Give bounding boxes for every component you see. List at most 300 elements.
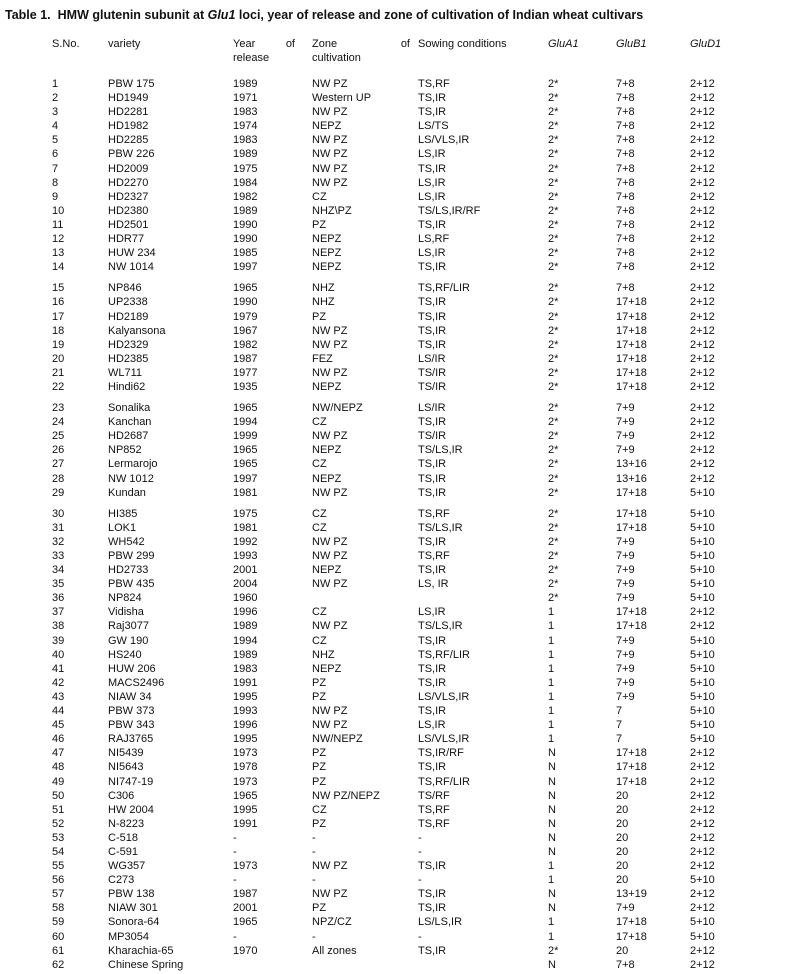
cell-gluB1: 7+9 [616,690,635,703]
cell-zone: NW PZ [312,578,348,591]
table-row [52,831,789,845]
cell-sowing: LS,IR [418,719,446,732]
cell-year: 1989 [233,648,258,661]
cell-zone: NW PZ [312,550,348,562]
cell-year: 1981 [233,486,258,499]
cell-year: 1973 [233,860,258,873]
cell-gluA1: 1 [548,874,555,887]
cell-year: - [233,874,237,887]
cell-gluD1: 2+12 [690,261,715,274]
cell-sowing: TS,IR [418,676,447,689]
cell-variety: GW 190 [108,634,149,647]
table-row [52,105,789,119]
cell-sno: 30 [52,507,65,520]
cell-variety: PBW 175 [108,78,155,90]
cell-gluB1: 7+8 [616,958,635,971]
cell-sno: 50 [52,789,65,802]
cell-zone: NHZ\PZ [312,204,352,217]
cell-gluA1: 2* [548,233,559,246]
cell-variety: HD2380 [108,204,149,217]
cell-gluA1: 2* [548,578,559,591]
cell-sno: 14 [52,261,65,274]
cell-variety: NIAW 34 [108,690,152,703]
table-row [52,521,789,535]
cell-gluD1: 5+10 [690,930,715,943]
zone-header-line2: cultivation [312,52,361,64]
cell-year: 1990 [233,296,258,309]
cell-sowing: LS/TS [418,120,449,133]
cell-sowing: TS,IR [418,860,447,873]
cell-variety: NP824 [108,592,142,605]
cell-sowing: LS/VLS,IR [418,733,470,746]
cell-sowing: TS,IR [418,324,447,337]
table-row [52,204,789,218]
cell-variety: HD1982 [108,120,149,133]
cell-zone: NHZ [312,296,335,309]
cell-zone: FEZ [312,352,333,365]
cell-sno: 18 [52,324,65,337]
cell-sno: 62 [52,958,65,971]
table-row [52,380,789,401]
cell-gluB1: 17+18 [616,338,647,351]
cell-gluD1: 5+10 [690,507,715,520]
table-row [52,176,789,190]
cell-zone: PZ [312,817,327,830]
cell-sno: 33 [52,550,65,562]
cell-gluD1: 2+12 [690,282,715,295]
cell-gluD1: 2+12 [690,78,715,90]
cell-year: 1965 [233,402,258,415]
table-row [52,91,789,105]
table-row [52,429,789,443]
cell-gluD1: 2+12 [690,176,715,189]
cell-gluD1: 2+12 [690,380,715,393]
cell-zone: PZ [312,902,327,915]
cell-gluD1: 2+12 [690,162,715,175]
cell-zone: NW PZ [312,134,348,147]
cell-gluD1: 2+12 [690,92,715,105]
cell-year: 1993 [233,705,258,718]
cell-gluD1: 2+12 [690,120,715,133]
cell-year: 1982 [233,338,258,351]
cell-zone: NW PZ [312,430,348,443]
cell-gluB1: 20 [616,860,629,873]
cell-zone: NEPZ [312,472,342,485]
cell-sowing: TS/IR [418,430,447,443]
cell-gluA1: 1 [548,662,555,675]
cell-gluA1: 2* [548,120,559,133]
cell-sno: 32 [52,535,65,548]
cell-gluD1: 2+12 [690,430,715,443]
table-row [52,260,789,281]
cell-zone: CZ [312,803,327,816]
cell-variety: LOK1 [108,521,137,534]
cell-sno: 37 [52,606,65,619]
cell-sno: 21 [52,366,65,379]
cell-zone: NW PZ [312,78,348,90]
cell-zone: CZ [312,458,327,471]
table-row [52,775,789,789]
cell-zone: PZ [312,218,327,231]
cell-sno: 39 [52,634,65,647]
cell-gluB1: 7+8 [616,282,635,295]
zone-header-word1: Zone [312,38,338,50]
cell-sowing: TS,RF/LIR [418,775,470,788]
cell-sowing: TS,IR/RF [418,747,464,760]
table-row [52,845,789,859]
cell-variety: HD2189 [108,310,149,323]
cell-gluA1: 2* [548,324,559,337]
cell-gluA1: 1 [548,860,555,873]
cell-zone [312,591,418,605]
cell-gluA1: 2* [548,190,559,203]
table-row [52,619,789,633]
cell-zone: PZ [312,676,327,689]
cell-gluB1: 17+18 [616,606,647,619]
table-row [52,162,789,176]
cell-year: 2001 [233,902,258,915]
cell-year: 1994 [233,416,258,429]
cell-sowing: TS,IR [418,662,447,675]
cell-gluA1: 2* [548,162,559,175]
cell-sno: 17 [52,310,65,323]
cell-sno: 61 [52,944,65,957]
cell-year: 1983 [233,106,258,119]
cell-sno: 57 [52,888,65,901]
cell-variety: HD2270 [108,176,149,189]
cell-gluA1: 2* [548,247,559,260]
cell-sno: 40 [52,648,65,661]
cell-gluA1: 2* [548,521,559,534]
cell-gluB1: 7 [616,733,623,746]
cell-zone: NEPZ [312,662,342,675]
cell-zone: NEPZ [312,233,342,246]
cell-sno: 6 [52,148,59,161]
cell-sowing: LS,IR [418,606,446,619]
cell-zone: NW/NEPZ [312,733,363,746]
cell-sno: 25 [52,430,65,443]
cell-gluA1: 2* [548,176,559,189]
cell-gluA1: 1 [548,620,555,633]
cell-sowing: TS,IR [418,944,447,957]
cell-zone: NHZ [312,648,335,661]
table-row [52,944,789,958]
cell-zone: PZ [312,775,327,788]
cell-gluB1: 17+18 [616,380,647,393]
cell-zone: NW PZ [312,486,348,499]
cell-gluA1: 2* [548,92,559,105]
table-row [52,133,789,147]
cell-sno: 15 [52,282,65,295]
cell-variety: HUW 234 [108,247,156,260]
cell-gluB1: 17+18 [616,521,647,534]
cell-gluD1: 5+10 [690,592,715,605]
column-header-variety: variety [108,38,141,50]
cell-gluA1: N [548,817,556,830]
table-row [52,789,789,803]
cell-year: 1965 [233,458,258,471]
cell-year: 1967 [233,324,258,337]
cell-gluA1: 2* [548,204,559,217]
table-row [52,704,789,718]
cell-gluD1: 5+10 [690,550,715,562]
cell-sowing: LS, IR [418,578,449,591]
cell-variety: HI385 [108,507,138,520]
cell-year: 1995 [233,803,258,816]
cell-sno: 36 [52,592,65,605]
cell-sno: 43 [52,690,65,703]
cell-variety: NI5439 [108,747,144,760]
table-row [52,281,789,295]
cell-gluD1: 2+12 [690,888,715,901]
cell-year: 1993 [233,550,258,562]
cell-zone: NEPZ [312,380,342,393]
cell-gluA1: 2* [548,944,559,957]
cell-gluD1: 5+10 [690,521,715,534]
table-row [52,457,789,471]
cell-zone: NW PZ [312,148,348,161]
cell-year: 1994 [233,634,258,647]
cell-sno: 4 [52,120,59,133]
cell-year: 1970 [233,944,258,957]
cell-variety: PBW 373 [108,705,155,718]
cell-gluA1: 1 [548,606,555,619]
cell-year: 1991 [233,676,258,689]
cell-gluA1: 2* [548,218,559,231]
cell-variety: HD2687 [108,430,149,443]
cell-sowing: TS,IR [418,338,447,351]
cell-gluD1: 2+12 [690,352,715,365]
cell-gluD1: 2+12 [690,366,715,379]
cell-sno: 28 [52,472,65,485]
cell-sowing: TS,IR [418,535,447,548]
cell-variety: WG357 [108,860,146,873]
cell-gluD1: 2+12 [690,902,715,915]
cell-variety: HS240 [108,648,142,661]
cell-sowing: LS/VLS,IR [418,134,470,147]
table-row [52,915,789,929]
cell-sno: 48 [52,761,65,774]
cell-sowing: - [418,930,422,943]
cell-gluB1: 7+9 [616,578,635,591]
cell-variety: Kundan [108,486,146,499]
cell-gluB1: 7 [616,705,623,718]
cell-zone: NW PZ [312,162,348,175]
cell-gluB1: 7+9 [616,402,635,415]
cell-gluD1: 2+12 [690,296,715,309]
cell-gluB1: 20 [616,944,629,957]
cell-gluD1: 2+12 [690,831,715,844]
cell-variety: MP3054 [108,930,149,943]
cell-year: 1989 [233,620,258,633]
cell-variety: HD2285 [108,134,149,147]
column-header-sno: S.No. [52,38,80,50]
cell-sno: 13 [52,247,65,260]
cell-sowing: TS,IR [418,162,447,175]
cell-gluD1: 2+12 [690,803,715,816]
cell-zone: PZ [312,747,327,760]
cell-sowing: TS,IR [418,296,447,309]
cell-zone: CZ [312,190,327,203]
table-row [52,443,789,457]
cell-sno: 59 [52,916,65,929]
cell-variety: NW 1014 [108,261,154,274]
cell-year: 1992 [233,535,258,548]
cell-sno: 26 [52,444,65,457]
cell-gluA1: N [548,831,556,844]
cell-gluA1: 1 [548,733,555,746]
cell-zone: - [312,874,316,887]
year-header-word1: Year [233,38,256,50]
table-row [52,873,789,887]
cell-year: - [233,845,237,858]
cell-gluA1: 2* [548,402,559,415]
cell-gluA1: 2* [548,261,559,274]
cell-gluA1: N [548,902,556,915]
table-row [52,147,789,161]
table-row [52,958,789,972]
cell-variety: NP846 [108,282,142,295]
cell-gluA1: 2* [548,134,559,147]
year-header-line2: release [233,52,270,64]
cell-variety: Chinese Spring [108,958,184,971]
cell-sno: 49 [52,775,65,788]
cell-zone: - [312,831,316,844]
cell-year: 1997 [233,472,258,485]
table-title [5,8,789,23]
table-row [52,324,789,338]
cell-zone: PZ [312,761,327,774]
table-row [52,218,789,232]
table-row [52,746,789,760]
cell-year: 1987 [233,888,258,901]
cell-sno: 44 [52,705,65,718]
cell-zone: Western UP [312,92,372,105]
cell-variety: Sonora-64 [108,916,160,929]
cell-zone: NW PZ [312,366,348,379]
zone-header-word2: of [400,38,410,50]
cell-sno: 60 [52,930,65,943]
cell-zone: NEPZ [312,261,342,274]
cell-variety: WH542 [108,535,145,548]
cell-sowing: TS,IR [418,472,447,485]
cell-sno: 19 [52,338,65,351]
cell-sno: 11 [52,218,64,231]
cell-gluD1: 5+10 [690,535,715,548]
cell-gluA1: 2* [548,535,559,548]
cell-gluD1: 2+12 [690,190,715,203]
cell-sno: 58 [52,902,65,915]
cell-gluB1: 7+9 [616,550,635,562]
cell-variety: Kalyansona [108,324,166,337]
table-header [52,37,789,77]
cell-gluB1: 17+18 [616,916,647,929]
table-row [52,472,789,486]
cell-year: 1997 [233,261,258,274]
cell-sowing: TS,IR [418,761,447,774]
cell-gluB1: 17+18 [616,366,647,379]
cell-variety: HD2329 [108,338,149,351]
cell-year: 2004 [233,578,258,591]
cell-year: - [233,831,237,844]
cell-gluB1: 13+16 [616,472,647,485]
cell-gluB1: 7+9 [616,634,635,647]
cell-gluB1: 7+9 [616,662,635,675]
cell-variety: HUW 206 [108,662,156,675]
cell-gluB1: 7+9 [616,902,635,915]
cell-year: 1996 [233,719,258,732]
cell-variety: Kharachia-65 [108,944,174,957]
table-row [52,232,789,246]
cell-sno: 27 [52,458,65,471]
cell-sno: 29 [52,486,65,499]
cell-gluA1: N [548,803,556,816]
cell-gluB1: 7 [616,719,623,732]
cell-gluD1: 2+12 [690,204,715,217]
cell-variety: PBW 138 [108,888,155,901]
cell-zone: NEPZ [312,247,342,260]
cell-sowing: TS/LS,IR [418,521,463,534]
cell-gluD1: 5+10 [690,564,715,577]
cell-gluA1: 2* [548,430,559,443]
cell-gluB1: 17+18 [616,486,647,499]
cell-gluB1: 20 [616,817,629,830]
cell-gluA1: 2* [548,444,559,457]
cell-gluB1: 7+8 [616,134,635,147]
cell-year: 1977 [233,366,258,379]
cell-variety: NP852 [108,444,142,457]
cell-gluB1: 17+18 [616,761,647,774]
cell-gluD1: 5+10 [690,705,715,718]
cell-variety: PBW 226 [108,148,155,161]
cell-sno: 42 [52,676,65,689]
cell-sno: 56 [52,874,65,887]
cell-gluA1: N [548,789,556,802]
cell-year: 2001 [233,564,258,577]
table-row [52,190,789,204]
cell-gluD1: 2+12 [690,402,715,415]
table-row [52,591,789,605]
cell-sowing: - [418,845,422,858]
cell-sowing: TS/LS,IR/RF [418,204,481,217]
cell-year: 1974 [233,120,258,133]
glutenin-subunit-table [52,37,789,972]
table-row [52,507,789,521]
cell-year: 1995 [233,690,258,703]
cell-gluB1: 7+8 [616,176,635,189]
cell-gluD1: 2+12 [690,338,715,351]
table-body [52,77,789,972]
cell-variety: HDR77 [108,233,145,246]
cell-gluA1: 2* [548,148,559,161]
cell-sowing: TS,RF [418,817,450,830]
cell-sowing: TS,IR [418,634,447,647]
table-row [52,930,789,944]
header-row [52,37,789,77]
cell-sno: 51 [52,803,65,816]
table-row [52,690,789,704]
table-row [52,77,789,91]
cell-gluA1: 2* [548,458,559,471]
cell-gluB1: 7+8 [616,204,635,217]
table-row [52,352,789,366]
cell-gluA1: 2* [548,296,559,309]
cell-sowing: - [418,831,422,844]
cell-year: 1975 [233,507,258,520]
table-row [52,803,789,817]
table-row [52,366,789,380]
cell-gluB1: 7+8 [616,233,635,246]
